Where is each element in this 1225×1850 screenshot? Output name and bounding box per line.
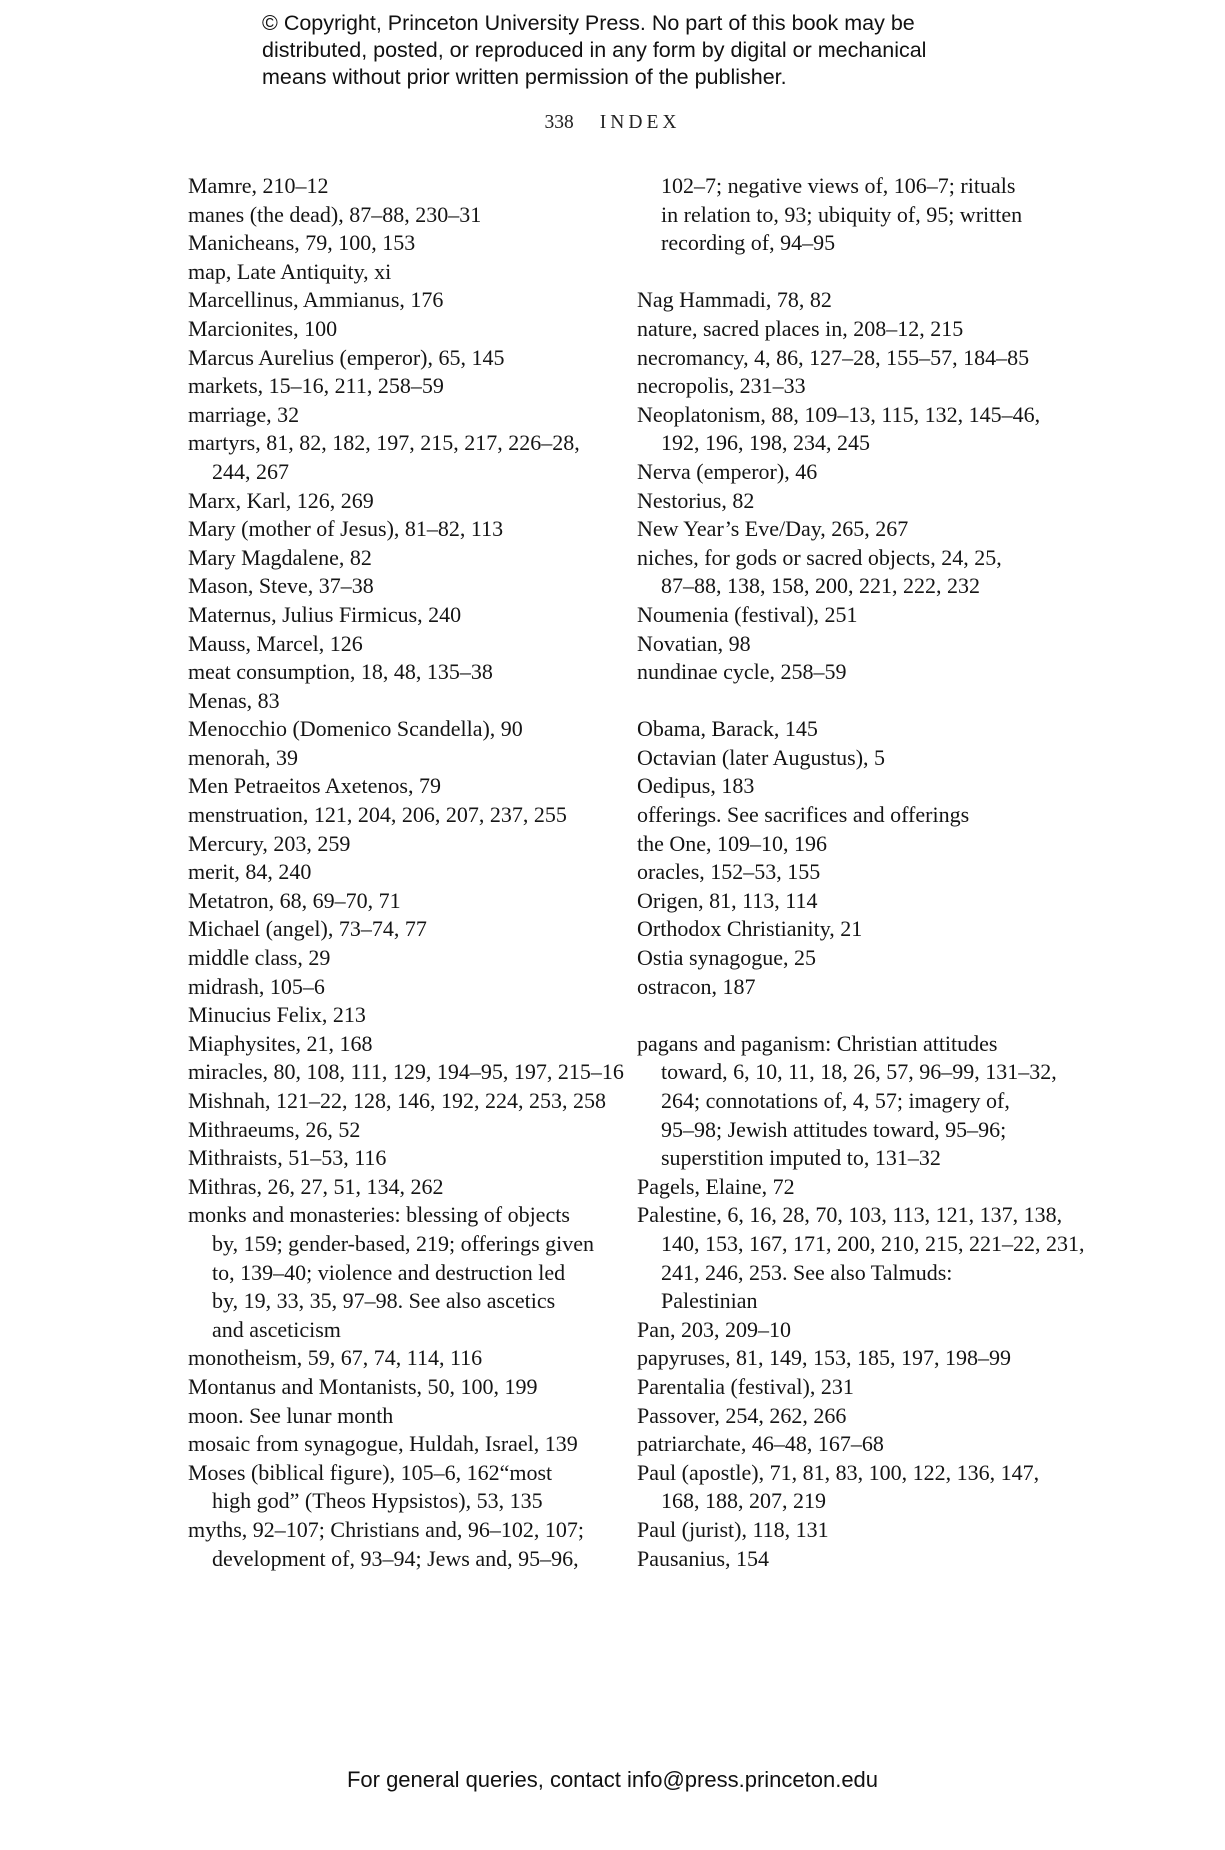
index-entry: Novatian, 98 xyxy=(637,630,751,656)
index-entry: Marcellinus, Ammianus, 176 xyxy=(188,287,444,313)
index-entry-continuation: superstition imputed to, 131–32 xyxy=(661,1145,941,1171)
index-entry: Mamre, 210–12 xyxy=(188,173,329,198)
index-entry: the One, 109–10, 196 xyxy=(637,830,828,856)
index-entry-continuation: 95–98; Jewish attitudes toward, 95–96; xyxy=(661,1116,1007,1142)
index-entry-continuation: by, 159; gender-based, 219; offerings given xyxy=(212,1230,595,1256)
section-gap xyxy=(637,687,1057,716)
index-entry: Pagels, Elaine, 72 xyxy=(637,1173,795,1199)
copyright-line: © Copyright, Princeton University Press. No part of this book may be xyxy=(262,11,915,35)
index-entry: Pausanius, 154 xyxy=(637,1545,769,1571)
index-entry: Metatron, 68, 69–70, 71 xyxy=(188,887,401,913)
index-entry: Octavian (later Augustus), 5 xyxy=(637,744,886,770)
index-entry: Origen, 81, 113, 114 xyxy=(637,887,818,913)
index-entry: map, Late Antiquity, xi xyxy=(188,258,392,284)
index-entry: menorah, 39 xyxy=(188,744,298,770)
index-entry: Mercury, 203, 259 xyxy=(188,830,351,856)
index-entry: New Year’s Eve/Day, 265, 267 xyxy=(637,516,909,542)
index-entry: manes (the dead), 87–88, 230–31 xyxy=(188,201,482,227)
index-entry: Mithraeums, 26, 52 xyxy=(188,1116,361,1142)
index-entry: Manicheans, 79, 100, 153 xyxy=(188,230,416,256)
index-entry: Noumenia (festival), 251 xyxy=(637,601,858,627)
index-entry: moon. See lunar month xyxy=(188,1402,394,1428)
index-entry: monotheism, 59, 67, 74, 114, 116 xyxy=(188,1345,483,1371)
index-entry: Mary Magdalene, 82 xyxy=(188,544,372,570)
index-entry-continuation: high god” (Theos Hypsistos), 53, 135 xyxy=(212,1488,543,1514)
running-head xyxy=(0,112,1225,134)
index-entry: Menas, 83 xyxy=(188,687,280,713)
index-entry-continuation: 241, 246, 253. See also Talmuds: xyxy=(661,1259,953,1285)
index-entry: Minucius Felix, 213 xyxy=(188,1002,366,1028)
index-entry-continuation: to, 139–40; violence and destruction led xyxy=(212,1259,566,1285)
index-entry: meat consumption, 18, 48, 135–38 xyxy=(188,659,493,685)
index-entry: Nag Hammadi, 78, 82 xyxy=(637,287,832,313)
index-entry-continuation: 244, 267 xyxy=(212,458,289,484)
index-entry: Neoplatonism, 88, 109–13, 115, 132, 145–46, xyxy=(637,401,1041,427)
index-entry: merit, 84, 240 xyxy=(188,859,312,885)
index-entry: Mason, Steve, 37–38 xyxy=(188,573,374,599)
index-entry: Paul (apostle), 71, 81, 83, 100, 122, 136, 147, xyxy=(637,1459,1040,1485)
index-entry: oracles, 152–53, 155 xyxy=(637,859,821,885)
index-entry: Passover, 254, 262, 266 xyxy=(637,1402,847,1428)
index-entry: Pan, 203, 209–10 xyxy=(637,1316,791,1342)
index-entry: Men Petraeitos Axetenos, 79 xyxy=(188,773,441,799)
index-entry: Mithras, 26, 27, 51, 134, 262 xyxy=(188,1173,444,1199)
index-entry: Nestorius, 82 xyxy=(637,487,755,513)
index-column-left xyxy=(188,172,624,1573)
index-entry: myths, 92–107; Christians and, 96–102, 107; xyxy=(188,1516,584,1542)
index-entry: martyrs, 81, 82, 182, 197, 215, 217, 226–28, xyxy=(188,430,580,456)
index-entry-continuation: 102–7; negative views of, 106–7; rituals xyxy=(661,173,1016,198)
copyright-notice xyxy=(262,10,1022,91)
index-entry-continuation: development of, 93–94; Jews and, 95–96, xyxy=(212,1545,579,1571)
index-entry-continuation: toward, 6, 10, 11, 18, 26, 57, 96–99, 131–32, xyxy=(661,1059,1057,1085)
index-entry: Marcus Aurelius (emperor), 65, 145 xyxy=(188,344,505,370)
section-gap xyxy=(637,258,1057,287)
index-entry: miracles, 80, 108, 111, 129, 194–95, 197, 215–16 xyxy=(188,1059,624,1085)
index-entry: markets, 15–16, 211, 258–59 xyxy=(188,373,444,399)
index-entry: Ostia synagogue, 25 xyxy=(637,945,817,971)
index-entry: mosaic from synagogue, Huldah, Israel, 139 xyxy=(188,1431,578,1457)
index-entry: Oedipus, 183 xyxy=(637,773,755,799)
index-entry-continuation: recording of, 94–95 xyxy=(661,230,836,256)
index-entry: marriage, 32 xyxy=(188,401,300,427)
index-entry: offerings. See sacrifices and offerings xyxy=(637,802,970,828)
index-entry: Montanus and Montanists, 50, 100, 199 xyxy=(188,1373,538,1399)
index-entry-continuation: in relation to, 93; ubiquity of, 95; written xyxy=(661,201,1023,227)
index-entry: Michael (angel), 73–74, 77 xyxy=(188,916,427,942)
index-entry: middle class, 29 xyxy=(188,945,331,971)
index-entry-continuation: and asceticism xyxy=(212,1316,341,1342)
copyright-line: distributed, posted, or reproduced in any form by digital or mechanical xyxy=(262,38,927,62)
index-entry: midrash, 105–6 xyxy=(188,973,325,999)
index-entry: nature, sacred places in, 208–12, 215 xyxy=(637,315,964,341)
page-number: 338 xyxy=(544,112,574,133)
index-entry-continuation: 192, 196, 198, 234, 245 xyxy=(661,430,870,456)
index-entry: Miaphysites, 21, 168 xyxy=(188,1030,373,1056)
index-entry: Marcionites, 100 xyxy=(188,315,338,341)
copyright-line: means without prior written permission of the publisher. xyxy=(262,65,787,89)
index-entry: Orthodox Christianity, 21 xyxy=(637,916,863,942)
index-entry: Parentalia (festival), 231 xyxy=(637,1373,854,1399)
index-entry-continuation: 264; connotations of, 4, 57; imagery of, xyxy=(661,1088,1010,1113)
index-entry-continuation: by, 19, 33, 35, 97–98. See also ascetics xyxy=(212,1288,556,1314)
running-head-title: INDEX xyxy=(599,112,681,133)
index-entry: Nerva (emperor), 46 xyxy=(637,458,818,484)
index-entry: Maternus, Julius Firmicus, 240 xyxy=(188,601,462,627)
index-entry: Marx, Karl, 126, 269 xyxy=(188,487,374,513)
index-entry-continuation: Palestinian xyxy=(661,1288,758,1314)
index-entry-continuation: 140, 153, 167, 171, 200, 210, 215, 221–22, 231, xyxy=(661,1230,1085,1256)
index-entry: patriarchate, 46–48, 167–68 xyxy=(637,1431,884,1457)
index-entry: ostracon, 187 xyxy=(637,973,756,999)
footer-contact: For general queries, contact info@press.princeton.edu xyxy=(346,1767,879,1792)
index-entry: nundinae cycle, 258–59 xyxy=(637,659,847,685)
index-entry: niches, for gods or sacred objects, 24, 25, xyxy=(637,544,1002,570)
index-entry: menstruation, 121, 204, 206, 207, 237, 255 xyxy=(188,802,567,828)
index-entry: pagans and paganism: Christian attitudes xyxy=(637,1030,998,1056)
index-column-right xyxy=(637,172,1085,1573)
index-entry: Moses (biblical figure), 105–6, 162“most xyxy=(188,1459,553,1485)
section-gap xyxy=(637,1001,1057,1030)
index-entry: Mishnah, 121–22, 128, 146, 192, 224, 253, 258 xyxy=(188,1088,606,1113)
index-entry: necropolis, 231–33 xyxy=(637,373,806,399)
index-entry: monks and monasteries: blessing of objects xyxy=(188,1202,570,1228)
index-entry-continuation: 87–88, 138, 158, 200, 221, 222, 232 xyxy=(661,573,980,599)
index-entry: Paul (jurist), 118, 131 xyxy=(637,1516,829,1542)
index-entry: Obama, Barack, 145 xyxy=(637,716,818,742)
index-entry: Palestine, 6, 16, 28, 70, 103, 113, 121, 137, 138, xyxy=(637,1202,1063,1228)
index-entry: Mary (mother of Jesus), 81–82, 113 xyxy=(188,516,504,542)
index-entry: papyruses, 81, 149, 153, 185, 197, 198–99 xyxy=(637,1345,1011,1371)
index-entry: Mauss, Marcel, 126 xyxy=(188,630,363,656)
index-entry-continuation: 168, 188, 207, 219 xyxy=(661,1488,826,1514)
index-entry: necromancy, 4, 86, 127–28, 155–57, 184–85 xyxy=(637,344,1030,370)
index-entry: Mithraists, 51–53, 116 xyxy=(188,1145,387,1171)
index-entry: Menocchio (Domenico Scandella), 90 xyxy=(188,716,523,742)
